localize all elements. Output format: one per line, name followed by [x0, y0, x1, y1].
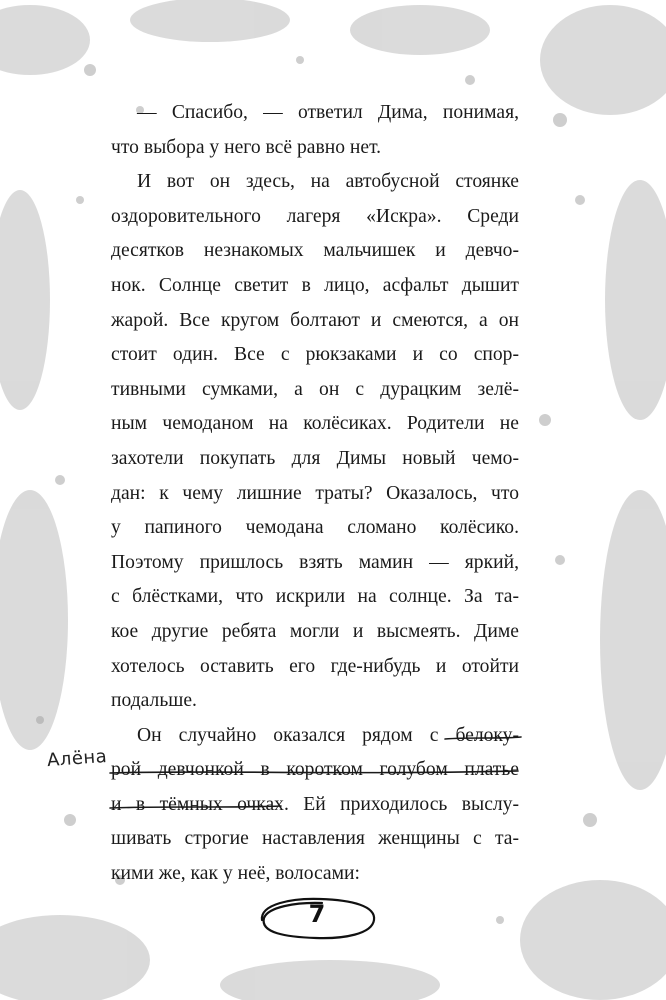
page-number-badge	[252, 892, 382, 944]
text-line: кими же, как у неё, волосами:	[111, 863, 360, 885]
text-line: ным чемоданом на колёсиках. Родители не	[111, 413, 519, 435]
page-number: 7	[308, 900, 326, 928]
text-line: жарой. Все кругом болтают и смеются, а он	[111, 309, 519, 331]
text-line: дан: к чему лишние траты? Оказалось, что	[111, 482, 519, 504]
text-line: захотели покупать для Димы новый чемо-	[111, 447, 519, 469]
text-line: что выбора у него всё равно нет.	[111, 136, 382, 158]
text-line: Он случайно оказался рядом с белоку-	[137, 724, 519, 746]
text-line: хотелось оставить его где-нибудь и отойти	[111, 655, 519, 677]
text-line: — Спасибо, — ответил Дима, понимая,	[137, 102, 519, 123]
handwritten-margin-note: Алёна	[46, 745, 108, 772]
text-line: И вот он здесь, на автобусной стоянке	[137, 171, 519, 193]
text-line: стоит один. Все с рюкзаками и со спор-	[111, 344, 519, 366]
text-line: кое другие ребята могли и высмеять. Диме	[111, 620, 519, 642]
text-line: подальше.	[111, 690, 197, 712]
body-text	[111, 96, 519, 892]
text-line: и в тёмных очках. Ей приходилось выслу-	[111, 793, 519, 815]
text-line: у папиного чемодана сломано колёсико.	[111, 517, 519, 539]
text-line: шивать строгие наставления женщины с та-	[111, 828, 519, 850]
text-line: тивными сумками, а он с дурацким зелё-	[111, 378, 519, 400]
text-line: нок. Солнце светит в лицо, асфальт дышит	[111, 274, 519, 296]
text-line: Поэтому пришлось взять мамин — яркий,	[111, 551, 519, 573]
text-line: оздоровительного лагеря «Искра». Среди	[111, 205, 519, 227]
text-line: с блёстками, что искрили на солнце. За та-	[111, 586, 519, 608]
text-line: десятков незнакомых мальчишек и девчо-	[111, 240, 519, 262]
text-line: рой девчонкой в коротком голубом платье	[111, 759, 519, 781]
